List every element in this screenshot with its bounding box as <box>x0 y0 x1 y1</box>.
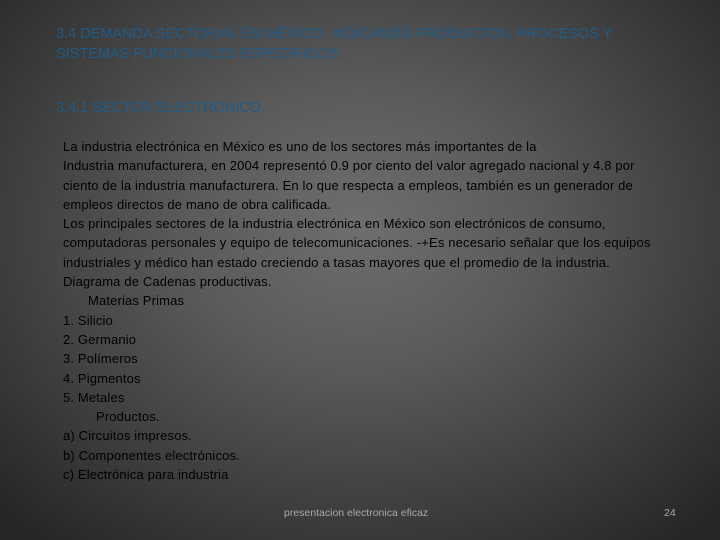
body-line: Industria manufacturera, en 2004 representó 0.9 por ciento del valor agregado nacional y 4.8 por <box>63 158 635 174</box>
materias-item: 5. Metales <box>63 389 125 405</box>
materias-item: 1. Silicio <box>63 312 113 328</box>
body-line: computadoras personales y equipo de telecomunicaciones. -+Es necesario señalar que los equipos <box>63 235 651 251</box>
slide-title: 3.4 DEMANDA SECTORIAL EN MÉXICO, INDICANDO PRODUCTOS, PROCESOS Y SISTEMAS FUNCIONALES ESPECÍFICOS <box>56 26 612 62</box>
slide-subtitle: 3.4.1 SECTOR ELECTRÓNICO <box>56 100 262 116</box>
materias-item: 4. Pigmentos <box>63 370 141 386</box>
body-line: Los principales sectores de la industria electrónica en México son electrónicos de consumo, <box>63 216 606 232</box>
body-line: Diagrama de Cadenas productivas. <box>63 274 272 290</box>
body-line: ciento de la industria manufacturera. En lo que respecta a empleos, también es un generador de <box>63 177 633 193</box>
body-line: industriales y médico han estado creciendo a tasas mayores que el promedio de la industria. <box>63 254 610 270</box>
materias-heading: Materias Primas <box>88 293 185 309</box>
productos-item: a) Circuitos impresos. <box>63 428 192 444</box>
body-line: empleos directos de mano de obra calificada. <box>63 196 332 212</box>
footer-text: presentacion electronica eficaz <box>284 507 429 519</box>
materias-item: 2. Germanio <box>63 331 137 347</box>
productos-heading: Productos. <box>96 409 160 425</box>
body-line: La industria electrónica en México es uno de los sectores más importantes de la <box>63 139 537 154</box>
materias-item: 3. Polímeros <box>63 351 138 367</box>
productos-item: c) Electrónica para industria <box>63 467 229 483</box>
productos-item: b) Componentes electrónicos. <box>63 447 240 463</box>
page-number: 24 <box>664 507 676 519</box>
slide-body <box>63 137 713 484</box>
